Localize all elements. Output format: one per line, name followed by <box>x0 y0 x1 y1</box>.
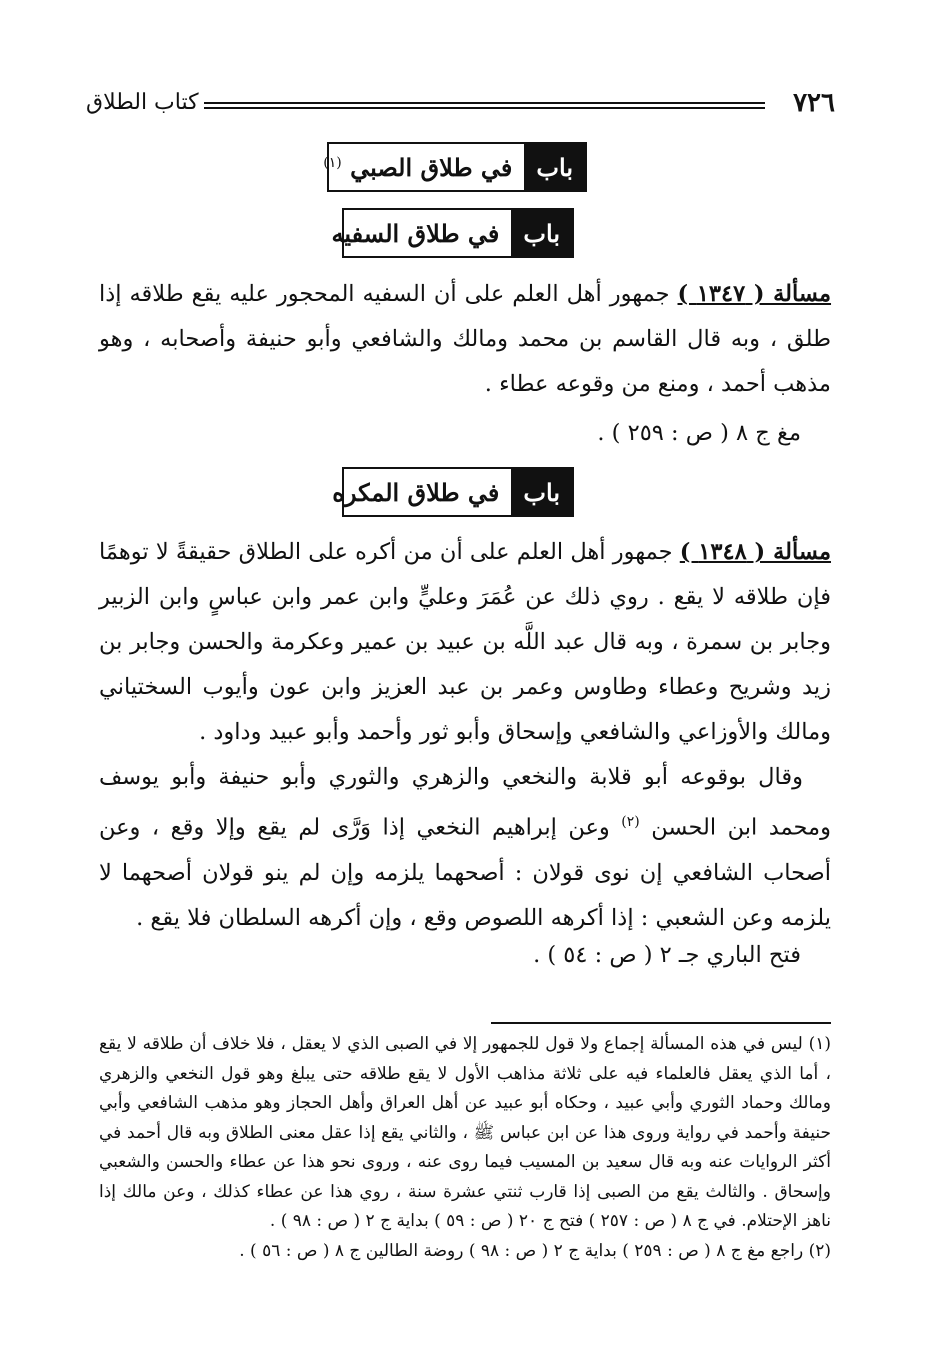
issue-text: جمهور أهل العلم على أن من أكره على الطلاق حقيقةً لا توهمًا فإن طلاقه لا يقع . روي ذلك عن عُمَرَ وعليٍّ وابن عمر وابن عباسٍ وابن الزبير وجابر بن سمرة ، وبه قال عبد اللَّه بن عبيد بن عمير وعكرمة والحسن وجابر بن زيد وشريح وعطاء وطاوس وعمر بن عبد العزيز وابن عون وأيوب السختياني ومالك والأوزاعي والشافعي وإسحاق وأبو ثور وأحمد وأبو عبيد وداود . <box>99 539 831 745</box>
issue-source: فتح الباري جـ ٢ ( ص : ٥٤ ) . <box>533 942 801 968</box>
footnote-separator <box>491 1022 831 1024</box>
footnote-ref: (٢) <box>621 814 640 830</box>
footnotes <box>99 1030 831 1266</box>
chapter-tag: باب <box>524 144 585 190</box>
issue-paragraph-2: وقال بوقوعه أبو قلابة والنخعي والزهري والثوري وأبو حنيفة وأبو يوسف ومحمد ابن الحسن $^{(٢)}$ وعن إبراهيم النخعي إذا وَرَّى لم يقع وإلا وقع ، وعن أصحاب الشافعي إن نوى قولان : أصحهما يلزمه وإن لم ينو قولان أصحهما لا يلزمه وعن الشعبي : إذا أكرهه اللصوص وقع ، وإن أكرهه السلطان فلا يقع . <box>99 764 831 931</box>
issue-1348 <box>99 530 831 941</box>
issue-label: مسألة ( ١٣٤٧ ) <box>677 281 832 307</box>
chapter-heading-minor-divorce <box>323 142 587 192</box>
issue-1347 <box>99 272 831 407</box>
chapter-heading-coerced-divorce <box>332 467 574 517</box>
issue-text: جمهور أهل العلم على أن السفيه المحجور عليه يقع طلاقه إذا طلق ، وبه قال القاسم بن محمد ومالك والشافعي وأبو حنيفة وأصحابه ، وهو مذهب أحمد ، ومنع من وقوعه عطاء . <box>99 281 831 397</box>
issue-label: مسألة ( ١٣٤٨ ) <box>679 539 831 565</box>
page-number: ٧٢٦ <box>793 88 835 118</box>
issue-paragraph <box>99 272 831 407</box>
chapter-tag: باب <box>511 469 572 515</box>
chapter-heading-foolish-divorce <box>331 208 574 258</box>
header-rule <box>204 102 765 109</box>
page-header <box>86 88 835 122</box>
chapter-tag: باب <box>511 210 572 256</box>
chapter-title: في طلاق المكره <box>332 477 500 507</box>
footnote-ref: (١) <box>323 154 342 171</box>
issue-source: مغ ج ٨ ( ص : ٢٥٩ ) . <box>597 420 801 446</box>
footnote-1: (١) ليس في هذه المسألة إجماع ولا قول للجمهور إلا في الصبى الذي لا يعقل ، فلا خلاف أن طلاقه لا يقع ، أما الذي يعقل فالعلماء فيه على ثلاثة مذاهب الأول لا يقع طلاقه حتى يبلغ وهو قول النخعي والزهري ومالك وحماد الثوري وأبي عبيد ، وحكاه أبو عبيد عن أهل العراق وأهل الحجاز وهو مذهب الشافعي وأبي حنيفة وأحمد في رواية وروى هذا عن ابن عباس ﷺ ، والثاني يقع إذا عقل معنى الطلاق وبه قال أحمد في أكثر الروايات عنه وبه قال سعيد بن المسيب فيما روى عنه ، وروى نحو هذا عن عطاء والحسن والشعبي وإسحاق . والثالث يقع من الصبى إذا قارب ثنتي عشرة سنة ، روي هذا عن عطاء كذلك ، وعن مالك إذا ناهز الإحتلام. في ج ٨ ( ص : ٢٥٧ ) فتح ج ٢٠ ( ص : ٥٩ ) بداية ج ٢ ( ص : ٩٨ ) . <box>99 1034 831 1231</box>
footnote-2: (٢) راجع مغ ج ٨ ( ص : ٢٥٩ ) بداية ج ٢ ( ص : ٩٨ ) روضة الطالين ج ٨ ( ص : ٥٦ ) . <box>239 1240 831 1261</box>
chapter-title: في طلاق الصبي $^{(١)}$ <box>323 152 513 182</box>
running-title: كتاب الطلاق <box>86 90 199 115</box>
issue-paragraph <box>99 530 831 755</box>
chapter-title: في طلاق السفيه <box>331 218 500 248</box>
